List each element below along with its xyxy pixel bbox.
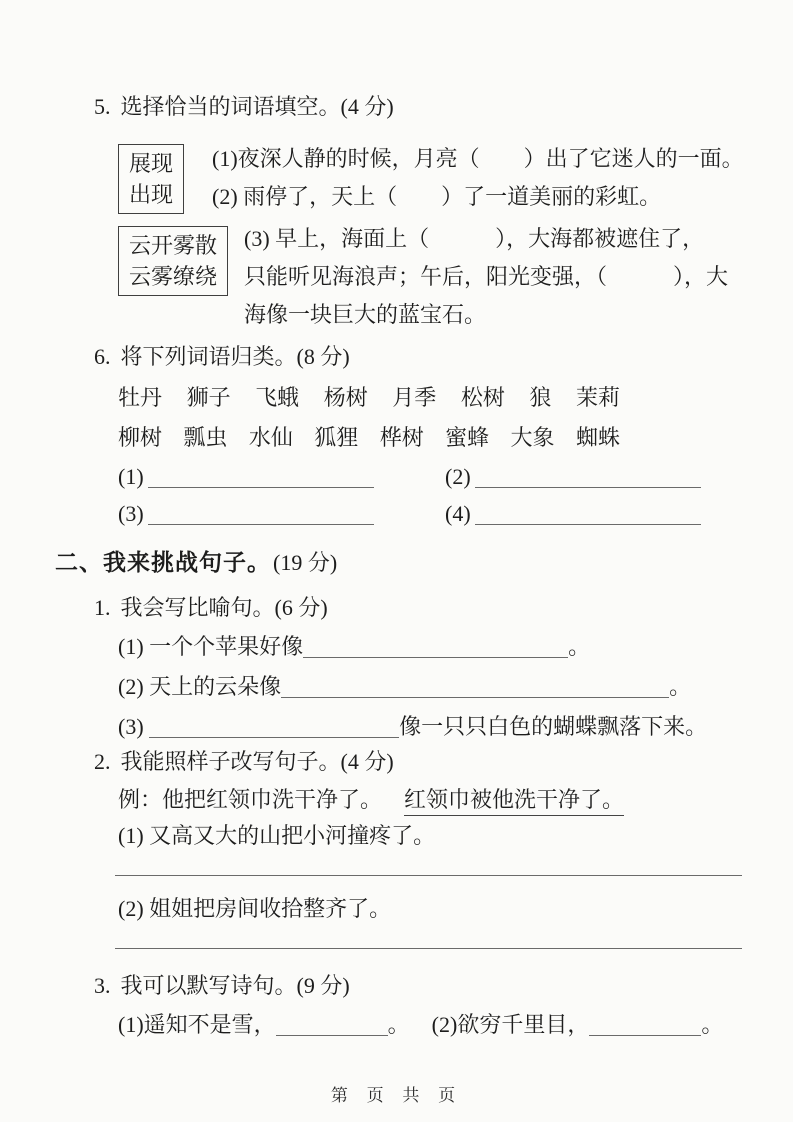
word-bank-row-1: [118, 378, 620, 418]
word: 牡丹: [118, 385, 163, 410]
section2-q1-number: 1.: [94, 595, 111, 620]
sentence-line: (2) 雨停了，天上（ ）了一道美丽的彩虹。: [212, 184, 662, 209]
example-answer-underlined: 红领巾被他洗干净了。: [404, 787, 624, 816]
question-5-sentences-1-2: [212, 140, 744, 216]
word-choice-box-2: [118, 226, 228, 296]
word: 飞蛾: [255, 385, 300, 410]
poem-prefix: (2)欲穷千里目，: [431, 1012, 590, 1037]
word: 茉莉: [575, 385, 620, 410]
word: 蜘蛛: [575, 425, 620, 450]
rewrite-item-2: (2) 姐姐把房间收拾整齐了。: [118, 896, 392, 921]
word-option: 云开雾散: [129, 233, 218, 258]
answer-blank: [148, 482, 374, 488]
question-5-part-a: [118, 140, 793, 216]
section-2-points: (19 分): [273, 550, 338, 575]
section2-q2-title: [94, 747, 793, 777]
section2-q3-number: 3.: [94, 973, 111, 998]
sentence-suffix: 。: [669, 674, 692, 699]
blank-row: [118, 495, 793, 532]
word-option: 云雾缭绕: [129, 264, 218, 289]
sentence-suffix: 。: [568, 634, 591, 659]
blank-group-3: [118, 495, 445, 532]
blank-group-2: [445, 458, 772, 495]
sentence-suffix: 像一只只白色的蝴蝶飘落下来。: [399, 714, 708, 739]
word-bank-row-2: [118, 418, 620, 458]
question-6-answer-blanks: [118, 458, 793, 532]
rewrite-example: [118, 785, 793, 815]
section2-q1-text: 我会写比喻句。(6 分): [120, 595, 328, 620]
simile-item-3: [118, 707, 793, 747]
section2-q3-text: 我可以默写诗句。(9 分): [120, 973, 350, 998]
word: 狮子: [186, 385, 231, 410]
answer-line: [115, 948, 742, 949]
question-6-number: 6.: [94, 344, 111, 369]
section-2-heading: [55, 546, 793, 579]
word: 杨树: [323, 385, 368, 410]
word: 狐狸: [314, 425, 359, 450]
word: 水仙: [248, 425, 293, 450]
word: 柳树: [118, 425, 163, 450]
example-source: 例：他把红领巾洗干净了。: [118, 787, 383, 812]
poem-suffix: 。: [387, 1012, 410, 1037]
blank-label: (1): [118, 464, 144, 489]
sentence-prefix: (3): [118, 714, 144, 739]
blank-row: [118, 458, 793, 495]
answer-blank: [475, 482, 701, 488]
section-2-heading-text: 二、我来挑战句子。: [55, 549, 271, 575]
question-5-number: 5.: [94, 94, 111, 119]
question-5-text: 选择恰当的词语填空。(4 分): [120, 94, 394, 119]
word: 蜜蜂: [445, 425, 490, 450]
word-option: 展现: [129, 151, 174, 176]
section2-q2-text: 我能照样子改写句子。(4 分): [120, 749, 394, 774]
answer-blank: [276, 1030, 388, 1036]
sentence-prefix: (1) 一个个苹果好像: [118, 634, 304, 659]
answer-blank: [281, 692, 669, 698]
blank-label: (3): [118, 501, 144, 526]
word-option: 出现: [129, 182, 174, 207]
answer-blank: [303, 652, 568, 658]
question-6-word-bank: [0, 378, 793, 458]
section2-q2-number: 2.: [94, 749, 111, 774]
answer-blank: [589, 1030, 701, 1036]
poem-prefix: (1)遥知不是雪，: [118, 1012, 276, 1037]
question-5-title: [94, 92, 793, 122]
poem-suffix: 。: [701, 1012, 724, 1037]
sentence-line: (1)夜深人静的时候，月亮（ ）出了它迷人的一面。: [212, 146, 744, 171]
blank-label: (2): [445, 464, 471, 489]
word-choice-box-1: [118, 144, 184, 214]
section2-q3-title: [94, 971, 793, 1001]
simile-item-1: [118, 627, 793, 667]
word: 瓢虫: [183, 425, 228, 450]
rewrite-item-1: (1) 又高又大的山把小河撞疼了。: [118, 823, 436, 848]
question-6-text: 将下列词语归类。(8 分): [120, 344, 350, 369]
sentence-line: 只能听见海浪声；午后，阳光变强，（ ），大: [244, 264, 729, 289]
blank-group-4: [445, 495, 772, 532]
word: 狼: [529, 385, 552, 410]
answer-blank: [475, 519, 701, 525]
top-margin: [0, 0, 793, 92]
poem-dictation-row: [118, 1009, 793, 1041]
answer-line: [115, 875, 742, 876]
simile-item-2: [118, 667, 793, 707]
sentence-line: (3) 早上，海面上（ ），大海都被遮住了，: [244, 226, 705, 251]
sentence-prefix: (2) 天上的云朵像: [118, 674, 282, 699]
blank-group-1: [118, 458, 445, 495]
question-6-title: [94, 342, 793, 372]
section2-q1-title: [94, 593, 793, 623]
question-5-part-b: [118, 220, 793, 334]
word: 桦树: [379, 425, 424, 450]
word: 月季: [392, 385, 437, 410]
answer-blank: [148, 519, 374, 525]
blank-label: (4): [445, 501, 471, 526]
sentence-line: 海像一块巨大的蓝宝石。: [244, 302, 487, 327]
word: 大象: [510, 425, 555, 450]
word: 松树: [460, 385, 505, 410]
page-footer: 第 页 共 页: [330, 1086, 463, 1105]
answer-blank: [149, 732, 399, 738]
question-5-sentence-3: [244, 220, 728, 334]
